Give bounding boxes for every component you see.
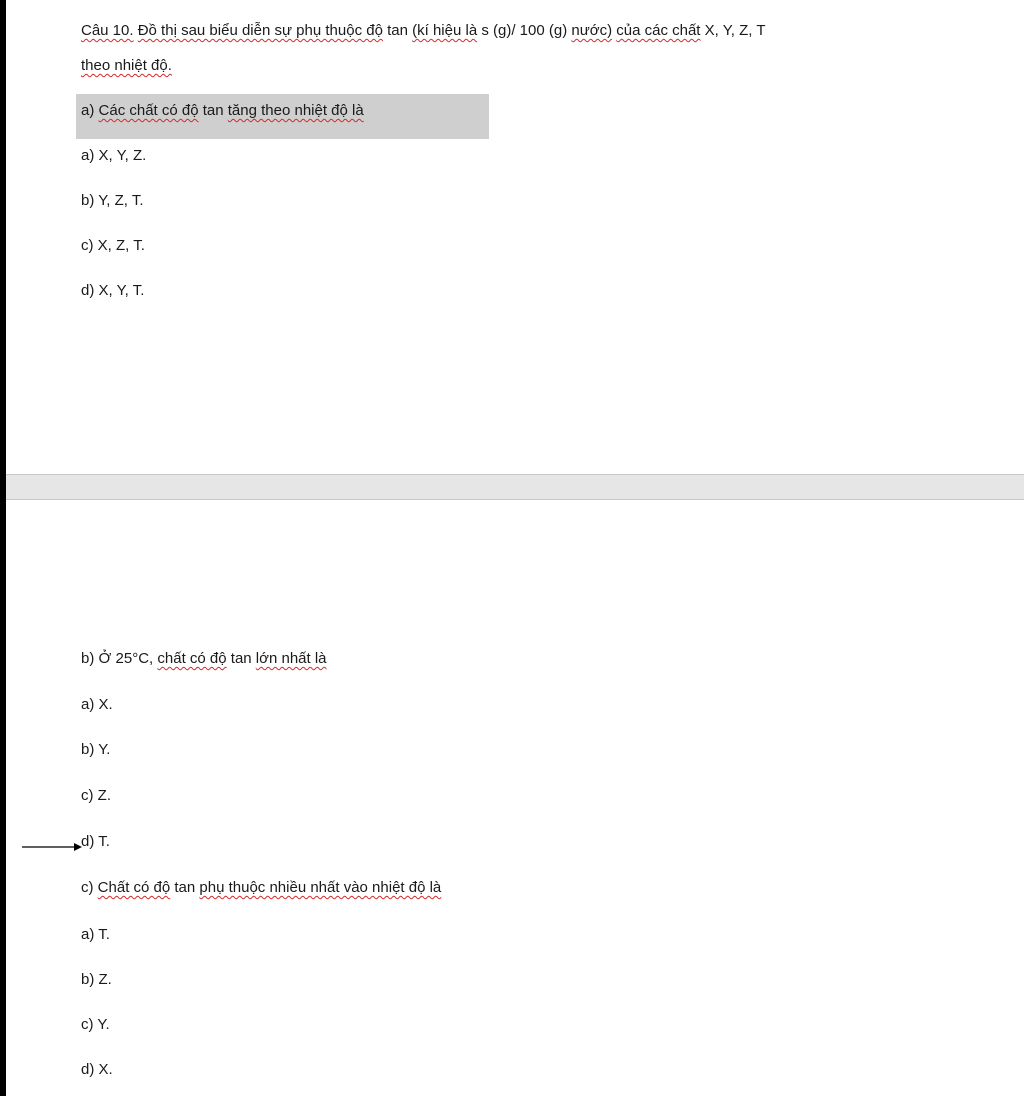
part-a-prompt-p1: Các chất có độ	[98, 102, 199, 119]
part-c-option: d) X.	[81, 1061, 113, 1078]
part-b-prompt-p2: tan	[226, 650, 256, 667]
part-b-option: c) Z.	[81, 787, 111, 804]
title-part: X, Y, Z, T	[700, 22, 766, 39]
part-c-option: a) T.	[81, 926, 110, 943]
part-b-option: d) T.	[81, 833, 110, 850]
title-part: nước)	[571, 22, 613, 39]
part-c-prefix: c)	[81, 879, 98, 896]
title-part: của các chất	[616, 22, 701, 39]
part-c-prompt-p1: Chất có độ	[97, 879, 171, 896]
part-a-prefix: a)	[81, 102, 99, 119]
title-part: tan	[382, 22, 413, 39]
part-b-prefix: b) Ở 25°C,	[81, 650, 158, 667]
part-a-prompt-p3: tăng theo nhiệt độ là	[227, 102, 364, 119]
title-part: Câu 10.	[81, 22, 134, 39]
part-c-prompt-p2: tan	[170, 879, 200, 896]
document-page-2	[6, 500, 1024, 1096]
part-c-prompt-p3: phụ thuộc nhiều nhất vào nhiệt độ là	[199, 879, 442, 896]
part-c-prompt	[81, 878, 441, 898]
part-a-option: c) X, Z, T.	[81, 237, 145, 254]
part-c-option: c) Y.	[81, 1016, 110, 1033]
title-part: s (g)/ 100 (g)	[477, 22, 572, 39]
document-page-1	[6, 0, 1024, 474]
question-title-line2	[81, 56, 172, 76]
part-c-option: b) Z.	[81, 971, 112, 988]
part-b-option: a) X.	[81, 696, 113, 713]
part-b-prompt-p1: chất có độ	[157, 650, 227, 667]
title-line2: theo nhiệt độ.	[81, 57, 172, 74]
part-b-option: b) Y.	[81, 741, 111, 758]
title-part: Đồ thị sau biểu diễn sự phụ thuộc độ	[137, 22, 383, 39]
title-part: (kí hiệu là	[412, 22, 478, 39]
part-b-prompt-p3: lớn nhất là	[255, 650, 327, 667]
question-title	[81, 21, 766, 41]
part-a-option: a) X, Y, Z.	[81, 147, 147, 164]
part-a-prompt-p2: tan	[198, 102, 228, 119]
page-break-gap	[6, 474, 1024, 500]
part-a-option: b) Y, Z, T.	[81, 192, 144, 209]
part-b-prompt	[81, 649, 327, 669]
part-a-option: d) X, Y, T.	[81, 282, 145, 299]
right-arrow-icon	[22, 841, 82, 853]
part-a-prompt	[81, 101, 364, 121]
